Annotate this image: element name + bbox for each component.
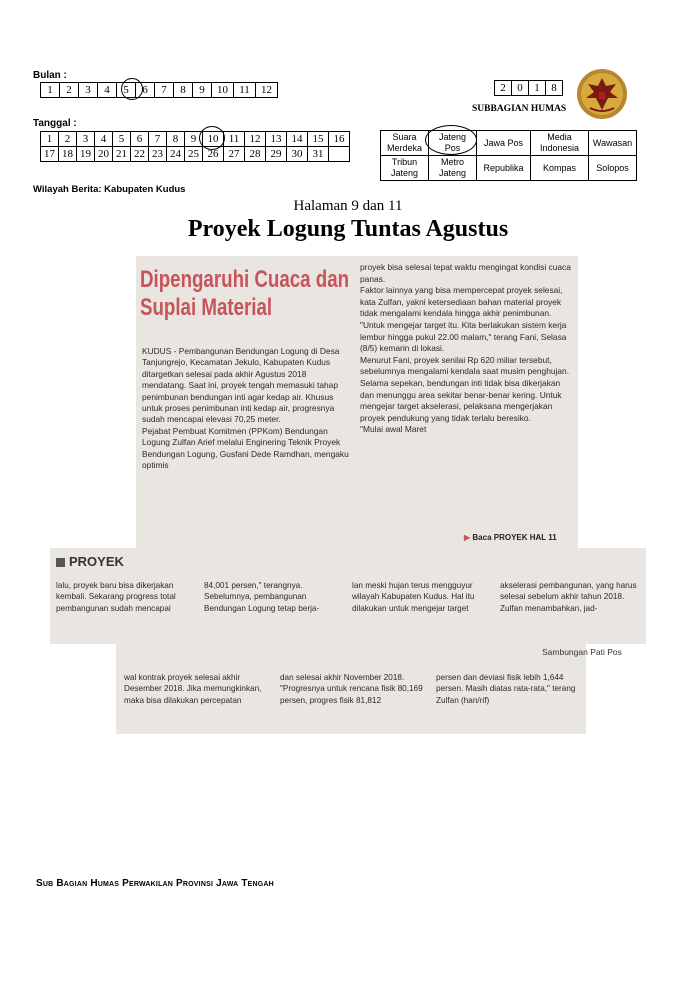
proyek-section-label [56,554,124,569]
tanggal-cell: 25 [185,147,203,162]
bulan-cell: 4 [98,83,117,98]
bulan-cell: 8 [174,83,193,98]
garuda-emblem-icon [576,68,628,120]
baca-proyek-link: ▶ Baca PROYEK HAL 11 [464,533,557,542]
bulan-cell: 3 [79,83,98,98]
tanggal-cell: 1 [41,132,59,147]
tanggal-cell: 7 [149,132,167,147]
headline: Proyek Logung Tuntas Agustus [187,216,509,242]
year-digit-cell: 2 [495,81,512,96]
media-cell: Wawasan [589,131,637,156]
tanggal-cell: 20 [95,147,113,162]
tanggal-cell: 29 [266,147,287,162]
year-digit-cell: 0 [512,81,529,96]
tanggal-cell: 28 [245,147,266,162]
media-table [380,130,637,181]
wilayah-berita: Wilayah Berita: Kabupaten Kudus [33,184,186,195]
subbagian-humas-label: SUBBAGIAN HUMAS [472,104,567,114]
tanggal-cell: 12 [245,132,266,147]
baca-label: Baca PROYEK HAL 11 [472,533,557,542]
tanggal-cell: 9 [185,132,203,147]
bulan-cell: 12 [256,83,278,98]
bulan-cell: 6 [136,83,155,98]
bulan-cell: 2 [60,83,79,98]
continuation-col-4: akselerasi pembangunan, yang harus selesai sebelum akhir tahun 2018. Zulfan menambahkan, jad- [500,581,637,613]
tanggal-cell: 19 [77,147,95,162]
proyek-label-text: PROYEK [69,554,124,569]
bulan-cell: 1 [41,83,60,98]
tanggal-cell: 11 [224,132,245,147]
tanggal-cell: 30 [287,147,308,162]
tanggal-label: Tanggal : [33,118,77,129]
bulan-cell: 7 [155,83,174,98]
media-selection-circle [425,125,477,155]
media-cell: Media Indonesia [531,131,589,156]
tanggal-cell: 27 [224,147,245,162]
tanggal-cell: 10 [203,132,224,147]
clip-column-1: KUDUS - Pembangunan Bendungan Logung di Desa Tanjungrejo, Kecamatan Jekulo, Kabupaten Kudus ditargetkan selesai pada akhir Agustus 2018 mendatang. Saat ini, proyek tengah memasuki tahap penimbunan bendungan inti agar kedap air. Khusus untuk proses penimbunan inti kedap air, progresnya sudah mencapai elevasi 70,25 meter. Pejabat Pembuat Komitmen (PPKom) Bendungan Logung Zulfan Arief melalui Enginering Teknik Proyek Bendungan Logung, Gusfani Dede Ramdhan, mengaku optimis [142,346,349,471]
tanggal-cell: 3 [77,132,95,147]
tanggal-selection-circle [199,126,225,150]
continuation-col-2: 84,001 persen," terangnya. Sebelumnya, pembangunan Bendungan Logung tetap berja- [204,581,320,613]
tanggal-cell: 16 [329,132,350,147]
tanggal-cell: 18 [59,147,77,162]
media-cell: Tribun Jateng [381,156,429,181]
tanggal-cell: 4 [95,132,113,147]
media-cell: Jateng Pos [429,131,477,156]
pati-col-3: persen dan deviasi fisik lebih 1,644 persen. Masih diatas rata-rata," terang Zulfan (han/rif) [436,673,576,705]
clip-column-2: proyek bisa selesai tepat waktu mengingat kondisi cuaca panas. Faktor lainnya yang bisa mempercepat proyek selesai, kata Zulfan, yakni ketersediaan bahan material proyek tidak mengalami kendala hingga akhir penimbunan. "Untuk mengejar target itu. Kita berlakukan sistem kerja lembur hingga pukul 22.00 malam," terang Fani, Selasa (8/5) kemarin di lokasi. Menurut Fani, proyek senilai Rp 620 miliar tersebut, sebelumnya mengalami kendala saat musim penghujan. Selama sepekan, bendungan inti tidak bisa dikerjakan dan menunggu area sekitar benar-benar kering. Untuk mengejar target akselerasi, pelaksana mengerjakan proyek pendukung yang tidak terlalu beresiko. "Mulai awal Maret [360,262,571,435]
continuation-col-3: lan meski hujan terus mengguyur wilayah Kabupaten Kudus. Hal itu dilakukan untuk mengejar target [352,581,475,613]
media-cell: Jawa Pos [477,131,531,156]
square-bullet-icon [56,558,65,567]
clip-subhead [140,266,349,322]
continuation-col-1: lalu, proyek baru bisa dikerjakan kembali. Sekarang progress total pembangunan sudah mencapai [56,581,176,613]
media-cell: Kompas [531,156,589,181]
tanggal-cell: 2 [59,132,77,147]
media-cell: Solopos [589,156,637,181]
bulan-cell: 11 [234,83,256,98]
tanggal-cell: 8 [167,132,185,147]
tanggal-cell: 14 [287,132,308,147]
tanggal-cell: 13 [266,132,287,147]
bulan-label: Bulan : [33,70,67,81]
tanggal-cell: 26 [203,147,224,162]
tanggal-table [40,131,350,162]
tanggal-cell: 6 [131,132,149,147]
tanggal-cell: 23 [149,147,167,162]
tanggal-cell: 21 [113,147,131,162]
clip-subhead-line1: Dipengaruhi Cuaca dan [140,266,350,293]
year-digit-cell: 1 [529,81,546,96]
bulan-cell: 5 [117,83,136,98]
halaman-text: Halaman 9 dan 11 [293,198,403,214]
year-table [494,80,563,96]
bulan-cell: 10 [212,83,234,98]
sambungan-label: Sambungan Pati Pos [542,647,622,657]
media-cell: Suara Merdeka [381,131,429,156]
year-digit-cell: 8 [546,81,563,96]
tanggal-cell: 31 [308,147,329,162]
media-cell: Republika [477,156,531,181]
footer-text: Sub Bagian Humas Perwakilan Provinsi Jawa Tengah [36,878,274,889]
tanggal-cell: 24 [167,147,185,162]
clip-subhead-line2: Suplai Material [140,294,273,321]
tanggal-cell: 5 [113,132,131,147]
bulan-cell: 9 [193,83,212,98]
media-cell: Metro Jateng [429,156,477,181]
pati-col-1: wal kontrak proyek selesai akhir Desember 2018. Jika memungkinkan, maka bisa dilakukan percepatan [124,673,262,705]
bulan-table [40,82,278,98]
tanggal-cell: 17 [41,147,59,162]
tanggal-cell [329,147,350,162]
tanggal-cell: 22 [131,147,149,162]
tanggal-cell: 15 [308,132,329,147]
pati-col-2: dan selesai akhir November 2018. "Progresnya untuk rencana fisik 80,169 persen, progres fisik 81,812 [280,673,423,705]
bulan-selection-circle [121,78,143,100]
